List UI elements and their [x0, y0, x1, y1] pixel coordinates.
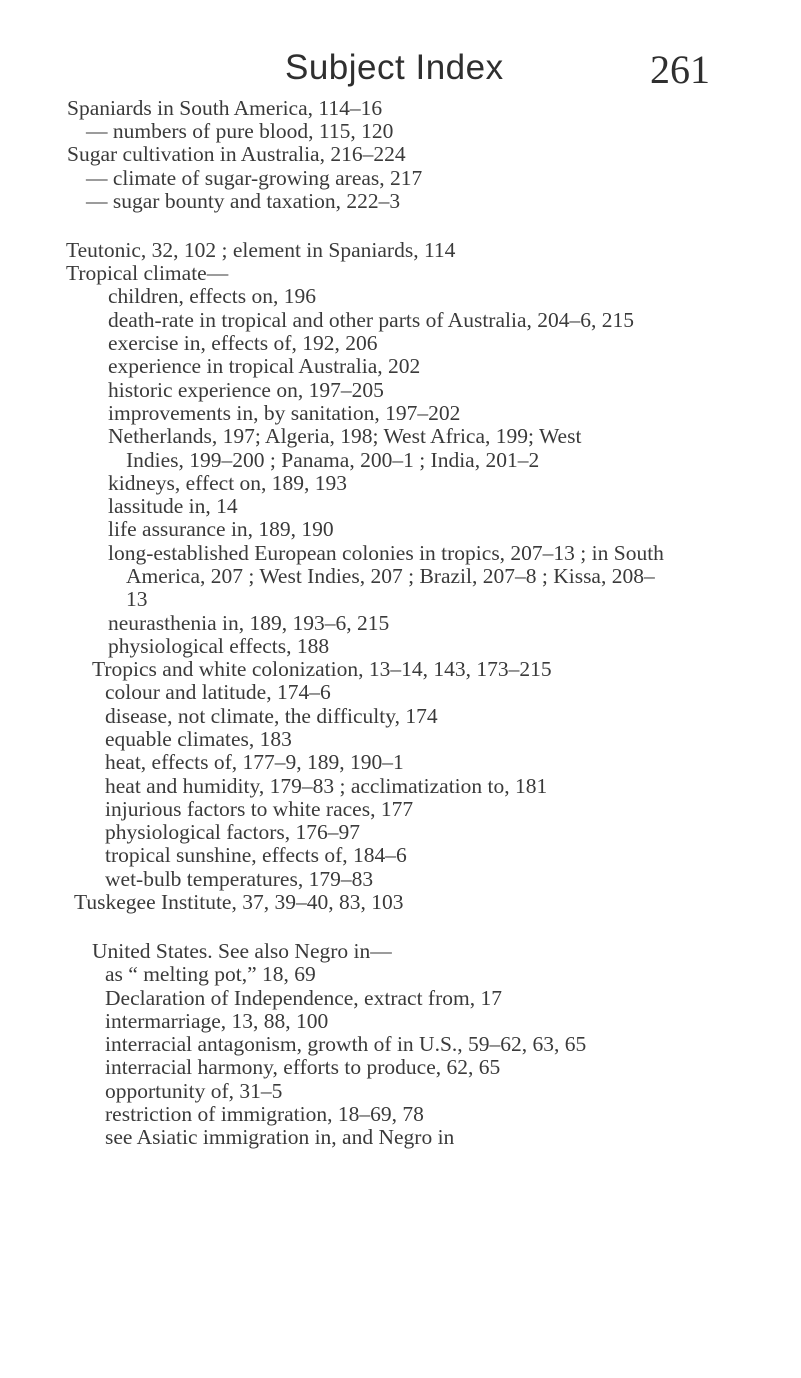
index-subentry: restriction of immigration, 18–69, 78 — [105, 1102, 424, 1126]
index-subentry: improvements in, by sanitation, 197–202 — [108, 401, 461, 425]
index-entry: Tropical climate— — [66, 261, 229, 285]
index-subentry: life assurance in, 189, 190 — [108, 517, 334, 541]
index-subentry: heat, effects of, 177–9, 189, 190–1 — [105, 750, 404, 774]
index-subentry: equable climates, 183 — [105, 727, 292, 751]
index-entry: Tropics and white colonization, 13–14, 143, 173–215 — [92, 657, 552, 681]
index-entry: Tuskegee Institute, 37, 39–40, 83, 103 — [74, 890, 404, 914]
index-subentry: children, effects on, 196 — [108, 284, 316, 308]
index-subentry: opportunity of, 31–5 — [105, 1079, 283, 1103]
index-subentry: intermarriage, 13, 88, 100 — [105, 1009, 329, 1033]
index-subentry: wet-bulb temperatures, 179–83 — [105, 867, 374, 891]
index-continuation: Indies, 199–200 ; Panama, 200–1 ; India, 201–2 — [126, 448, 540, 472]
index-subentry: lassitude in, 14 — [108, 494, 238, 518]
index-subentry: exercise in, effects of, 192, 206 — [108, 331, 378, 355]
index-continuation: America, 207 ; West Indies, 207 ; Brazil, 207–8 ; Kissa, 208– — [126, 564, 655, 588]
index-subentry: long-established European colonies in tropics, 207–13 ; in South — [108, 541, 664, 565]
index-entry: Sugar cultivation in Australia, 216–224 — [67, 142, 406, 166]
index-subentry: — numbers of pure blood, 115, 120 — [86, 119, 394, 143]
index-subentry: Netherlands, 197; Algeria, 198; West Africa, 199; West — [108, 424, 582, 448]
index-subentry: historic experience on, 197–205 — [108, 378, 384, 402]
index-entry: Teutonic, 32, 102 ; element in Spaniards, 114 — [66, 238, 456, 262]
index-subentry: — climate of sugar-growing areas, 217 — [86, 166, 423, 190]
index-subentry: experience in tropical Australia, 202 — [108, 354, 421, 378]
index-subentry: injurious factors to white races, 177 — [105, 797, 414, 821]
index-subentry: heat and humidity, 179–83 ; acclimatization to, 181 — [105, 774, 548, 798]
index-entry: United States. See also Negro in— — [92, 939, 392, 963]
index-subentry: Declaration of Independence, extract from, 17 — [105, 986, 502, 1010]
index-subentry: see Asiatic immigration in, and Negro in — [105, 1125, 455, 1149]
index-subentry: neurasthenia in, 189, 193–6, 215 — [108, 611, 390, 635]
index-subentry: death-rate in tropical and other parts of Australia, 204–6, 215 — [108, 308, 634, 332]
index-subentry: interracial antagonism, growth of in U.S., 59–62, 63, 65 — [105, 1032, 587, 1056]
index-entry: Spaniards in South America, 114–16 — [67, 96, 383, 120]
page-header — [0, 44, 801, 104]
index-subentry: as “ melting pot,” 18, 69 — [105, 962, 316, 986]
page-number: 261 — [650, 47, 710, 92]
index-subentry: colour and latitude, 174–6 — [105, 680, 331, 704]
index-continuation: 13 — [126, 587, 148, 611]
index-subentry: disease, not climate, the difficulty, 174 — [105, 704, 438, 728]
page-title: Subject Index — [285, 48, 504, 87]
index-subentry: interracial harmony, efforts to produce, 62, 65 — [105, 1055, 501, 1079]
index-subentry: — sugar bounty and taxation, 222–3 — [86, 189, 401, 213]
index-subentry: kidneys, effect on, 189, 193 — [108, 471, 348, 495]
index-subentry: physiological factors, 176–97 — [105, 820, 360, 844]
index-subentry: tropical sunshine, effects of, 184–6 — [105, 843, 407, 867]
index-subentry: physiological effects, 188 — [108, 634, 330, 658]
